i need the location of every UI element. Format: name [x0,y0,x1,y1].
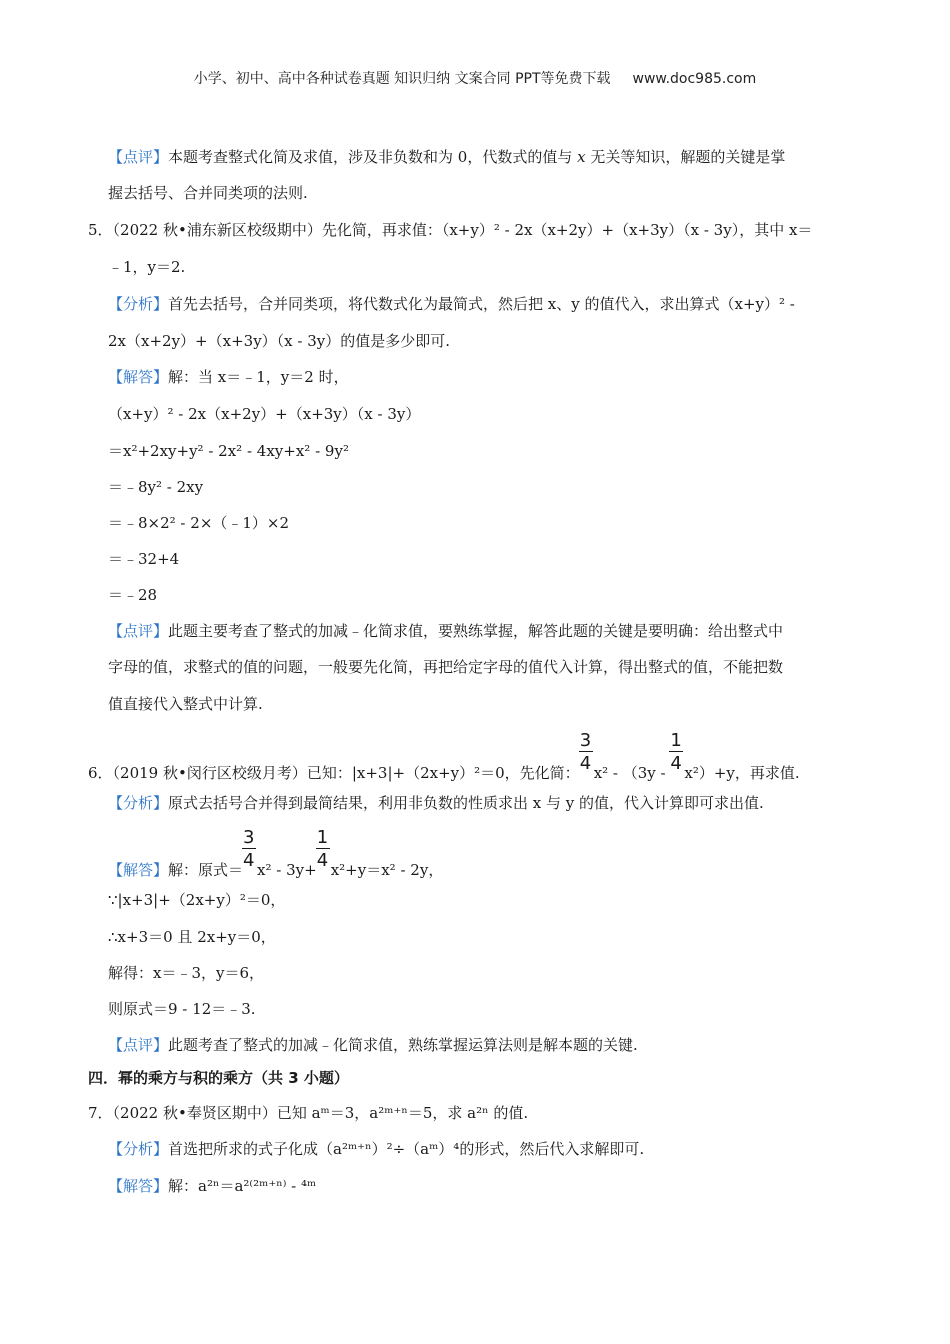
review-prev-line1: 【点评】本题考查整式化简及求值，涉及非负数和为 0，代数式的值与 x 无关等知识，解题的关键是掌 [108,148,786,166]
fraction-one-quarter: $\frac{1}{4}$ [316,827,329,871]
q5-step: ＝x²+2xy+y² ‐ 2x² ‐ 4xy+x² ‐ 9y² [108,442,349,460]
question-7-label: 7．（2022 秋•奉贤区期中）已知 aᵐ＝3，a²ᵐ⁺ⁿ＝5，求 a²ⁿ 的值. [88,1104,529,1122]
q5-review-line1: 【点评】此题主要考查了整式的加减﹣化简求值，要熟练掌握，解答此题的关键是要明确：给出整式中 [108,622,784,640]
q6-answer-line: 【解答】解：原式＝ $\frac{3}{4}$ x² ‐ 3y+ $\frac{1}{4}$ x²+y＝x² ‐ 2y， [108,827,444,879]
q5-answer-intro: 【解答】解：当 x＝﹣1，y＝2 时， [108,368,349,386]
q5-step: ＝﹣32+4 [108,550,180,568]
q5-review-line2: 字母的值，求整式的值的问题，一般要先化简，再把给定字母的值代入计算，得出整式的值，不能把数 [108,658,784,676]
q6-analysis: 【分析】原式去括号合并得到最简结果，利用非负数的性质求出 x 与 y 的值，代入计算即可求出值. [108,794,764,812]
q6-step: 解得：x＝﹣3，y＝6， [108,964,265,982]
question-6-label: 6．（2019 秋•闵行区校级月考）已知：|x+3|+（2x+y）²＝0，先化简： $\frac{3}{4}$ x² ‐ （3y ‐ $\frac{1}{4}$ x²）+y，再求值. [88,730,800,782]
q5-step: ＝﹣8y² ‐ 2xy [108,478,204,496]
q6-review: 【点评】此题考查了整式的加减﹣化简求值，熟练掌握运算法则是解本题的关键. [108,1036,638,1054]
analysis-tag: 【分析】 [108,295,169,313]
q6-step: ∴x+3＝0 且 2x+y＝0， [108,928,276,946]
header-site-link[interactable]: www.doc985.com [632,71,757,87]
header-text: 小学、初中、高中各种试卷真题 知识归纳 文案合同 PPT等免费下载 [193,71,611,87]
analysis-tag: 【分析】 [108,1140,169,1158]
q5-step: （x+y）² ‐ 2x（x+2y）+（x+3y）（x ‐ 3y） [108,405,421,423]
section-heading: 四．幂的乘方与积的乘方（共 3 小题） [88,1069,349,1087]
question-5-label: 5．（2022 秋•浦东新区校级期中）先化简，再求值：（x+y）² ‐ 2x（x+2y）+（x+3y）（x ‐ 3y），其中 x＝ [88,221,813,239]
answer-tag: 【解答】 [108,368,169,386]
q5-review-line3: 值直接代入整式中计算. [108,695,263,713]
review-prev-line2: 握去括号、合并同类项的法则. [108,184,308,202]
q6-step: 则原式＝9 ‐ 12＝﹣3. [108,1000,256,1018]
q7-answer: 【解答】解：a²ⁿ＝a²⁽²ᵐ⁺ⁿ⁾ ‐ ⁴ᵐ [108,1177,317,1195]
answer-tag: 【解答】 [108,1177,169,1195]
q5-analysis-line1: 【分析】首先去括号，合并同类项，将代数式化为最简式，然后把 x、y 的值代入，求出算式（x+y）² ‐ [108,295,795,313]
review-tag: 【点评】 [108,622,169,640]
answer-tag: 【解答】 [108,861,169,879]
analysis-tag: 【分析】 [108,794,169,812]
fraction-three-quarters: $\frac{3}{4}$ [579,730,592,774]
fraction-three-quarters: $\frac{3}{4}$ [243,827,255,871]
q6-step: ∵|x+3|+（2x+y）²＝0， [108,891,286,909]
page-header [0,68,950,90]
review-tag: 【点评】 [108,148,169,166]
q5-analysis-line2: 2x（x+2y）+（x+3y）（x ‐ 3y）的值是多少即可. [108,332,451,350]
fraction-one-quarter: $\frac{1}{4}$ [670,730,682,774]
q7-analysis: 【分析】首选把所求的式子化成（a²ᵐ⁺ⁿ）²÷（aᵐ）⁴的形式，然后代入求解即可. [108,1140,645,1158]
q5-step: ＝﹣8×2² ‐ 2×（﹣1）×2 [108,514,290,532]
question-5-condition: ﹣1，y＝2. [108,258,186,276]
review-tag: 【点评】 [108,1036,169,1054]
q5-step: ＝﹣28 [108,586,158,604]
